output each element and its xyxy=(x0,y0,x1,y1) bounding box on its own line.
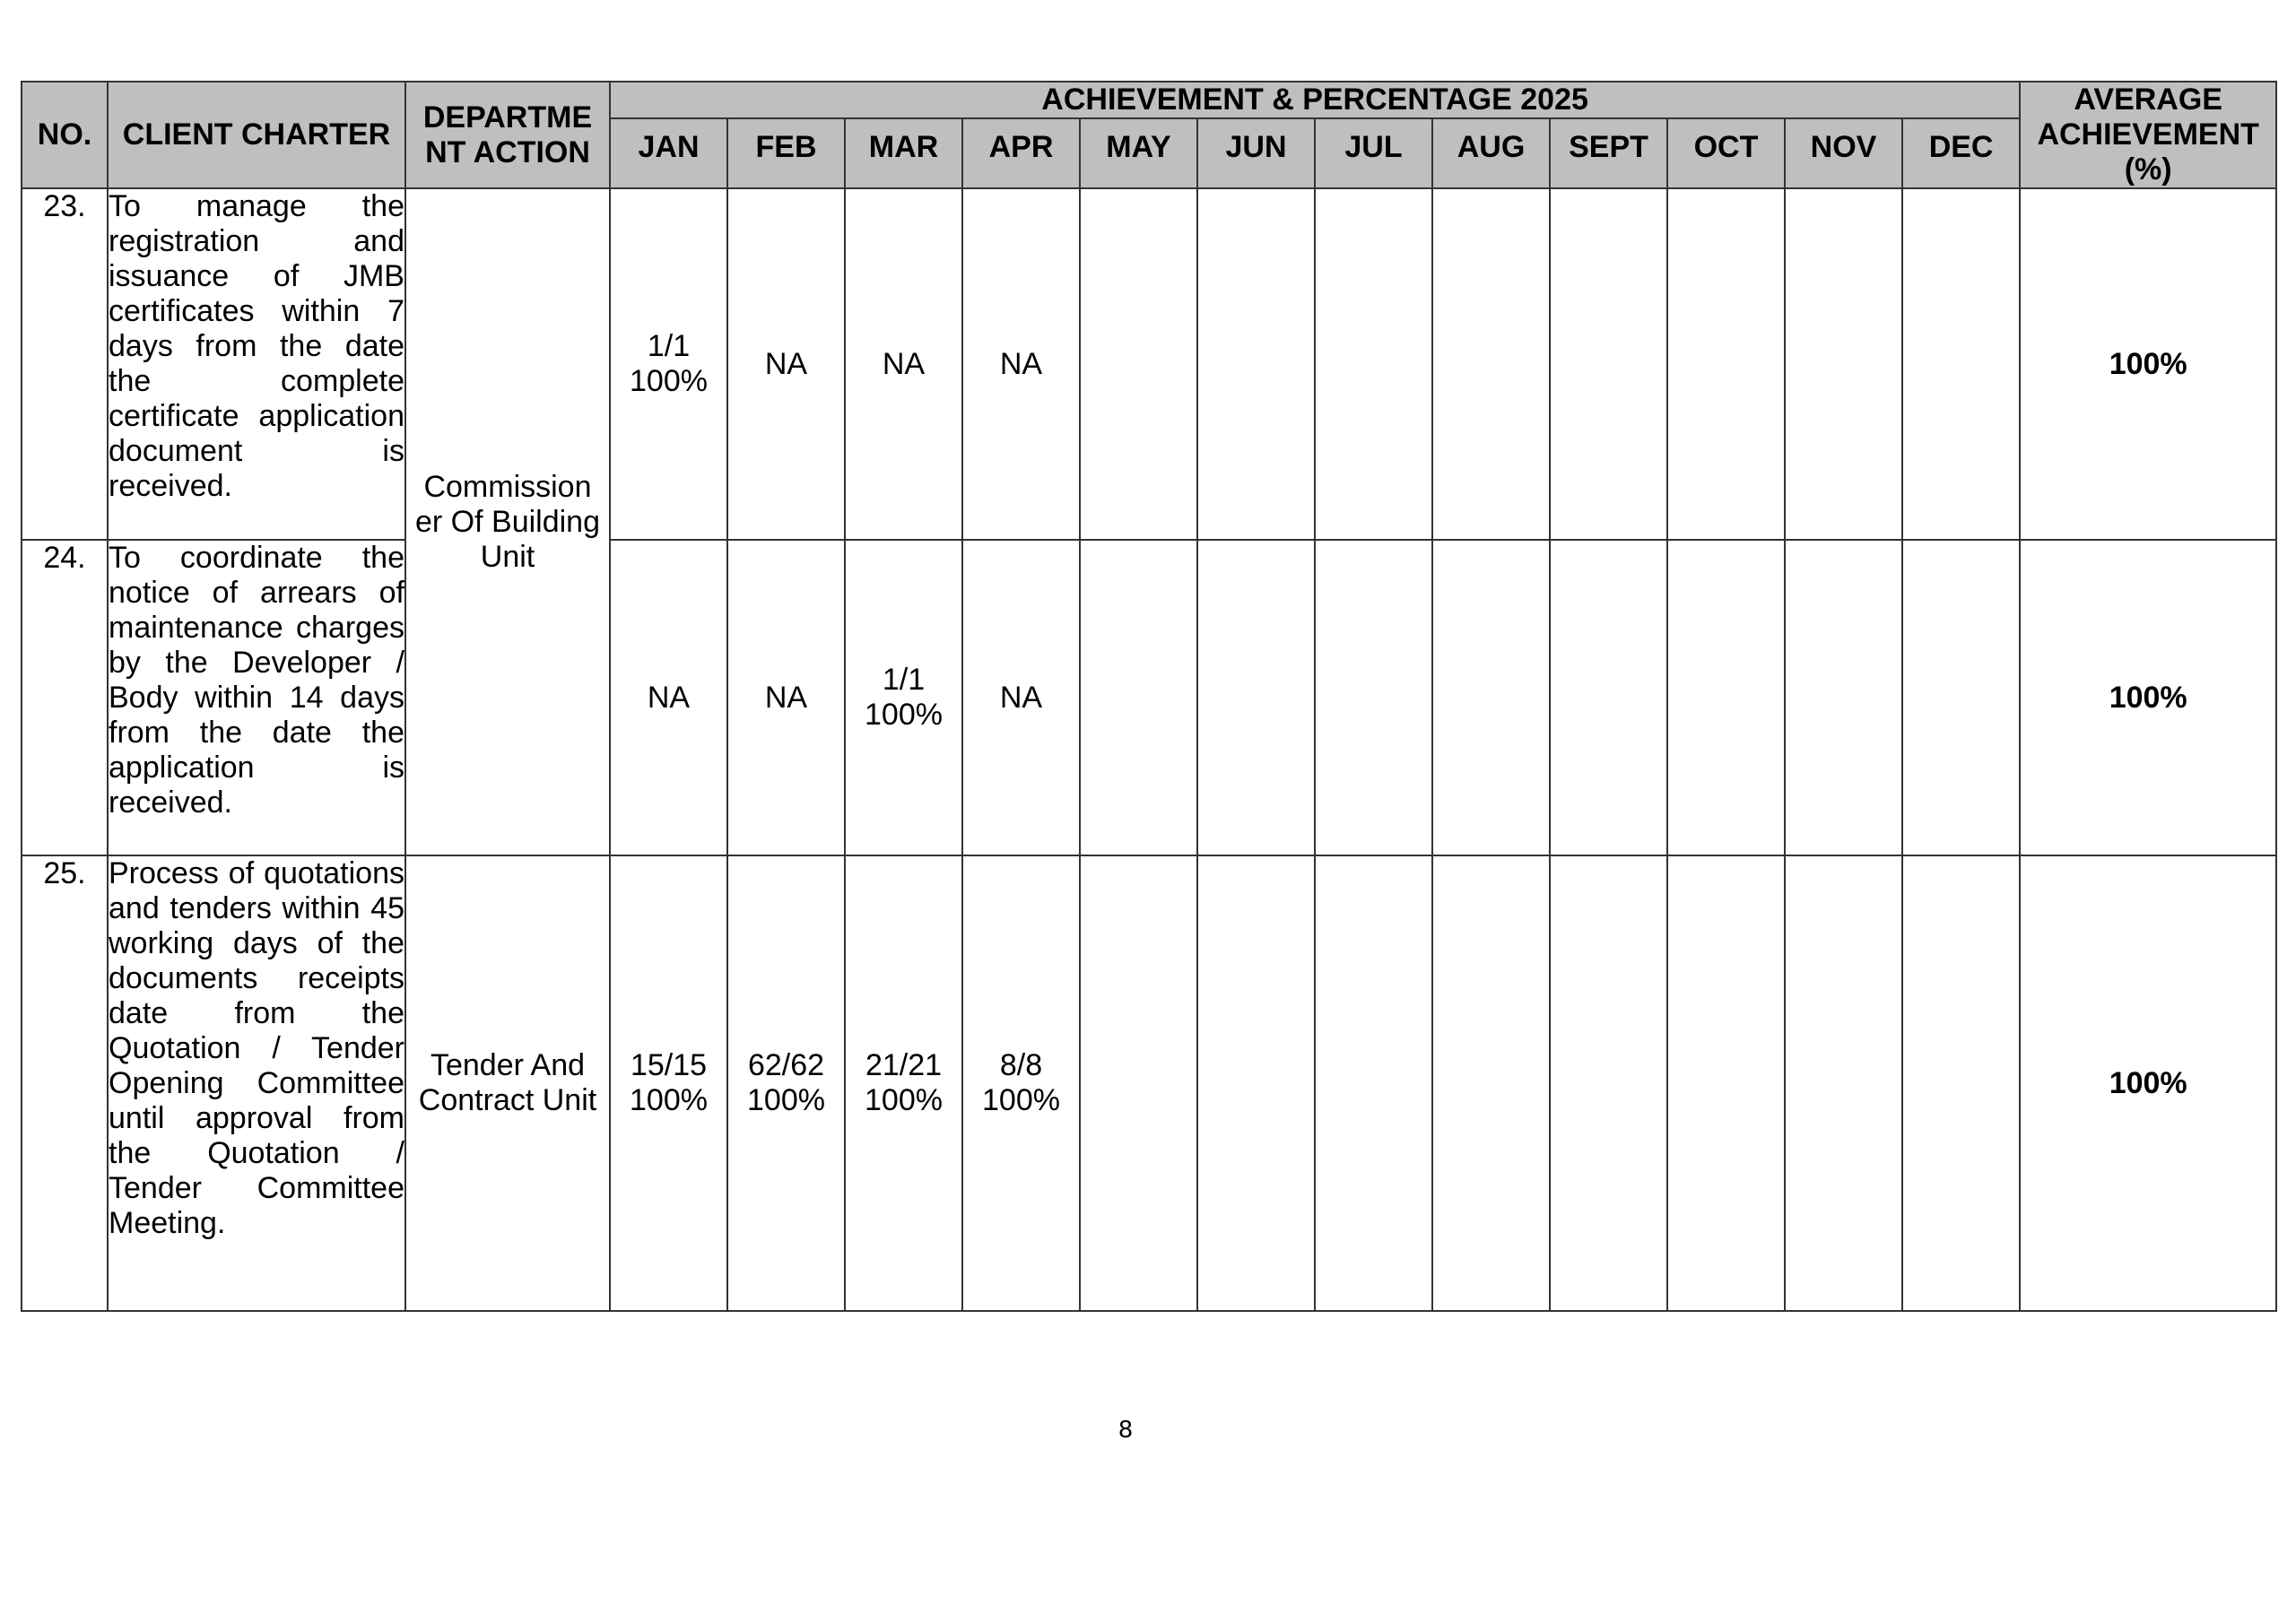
achievement-value: 15/15 xyxy=(630,1048,708,1082)
header-client-charter: CLIENT CHARTER xyxy=(108,82,405,188)
header-month xyxy=(1785,118,1902,188)
achievement-percentage: 100% xyxy=(982,1083,1060,1117)
month-value-cell xyxy=(1315,188,1432,540)
client-charter-text: To manage the registration and issuance of JMB certificates within 7 days from the date the complete certificate application document is received. xyxy=(108,188,405,540)
month-value-cell xyxy=(1550,540,1667,855)
header-month xyxy=(1315,118,1432,188)
achievement-value: 8/8 xyxy=(999,1048,1043,1082)
header-month-label: SEPT xyxy=(1569,129,1648,164)
header-month xyxy=(1667,118,1785,188)
average-achievement-cell: 100% xyxy=(2020,855,2276,1311)
table-row xyxy=(22,540,2276,855)
month-value-cell xyxy=(845,540,962,855)
department-action-cell: Tender And Contract Unit xyxy=(405,855,610,1311)
month-value-cell xyxy=(1432,855,1550,1311)
header-month-label: APR xyxy=(988,129,1054,164)
month-value-cell xyxy=(1667,188,1785,540)
table-body xyxy=(22,188,2276,1311)
month-value-cell xyxy=(1432,188,1550,540)
header-average-achievement: AVERAGE ACHIEVEMENT (%) xyxy=(2020,82,2276,188)
achievement-value: NA xyxy=(999,680,1043,715)
month-value-cell xyxy=(610,855,727,1311)
month-value-cell xyxy=(1902,855,2020,1311)
month-value-cell xyxy=(610,188,727,540)
achievement-value: NA xyxy=(647,680,691,715)
header-month xyxy=(1080,118,1197,188)
month-value-cell xyxy=(1080,188,1197,540)
month-value-cell xyxy=(845,855,962,1311)
month-value-cell xyxy=(1197,855,1315,1311)
header-no: NO. xyxy=(22,82,108,188)
month-value-cell xyxy=(962,540,1080,855)
header-month-label: AUG xyxy=(1457,129,1526,164)
month-value-cell xyxy=(727,188,845,540)
header-month xyxy=(1550,118,1667,188)
month-value-cell xyxy=(727,855,845,1311)
row-number: 24. xyxy=(22,540,108,855)
achievement-percentage: 100% xyxy=(865,698,943,732)
month-value-cell xyxy=(610,540,727,855)
month-value-cell xyxy=(1315,855,1432,1311)
header-month xyxy=(845,118,962,188)
average-achievement-cell: 100% xyxy=(2020,540,2276,855)
achievement-value: NA xyxy=(882,346,926,381)
month-value-cell xyxy=(962,188,1080,540)
month-value-cell xyxy=(1667,540,1785,855)
month-value-cell xyxy=(1667,855,1785,1311)
month-value-cell xyxy=(1197,188,1315,540)
header-department-action: DEPARTME NT ACTION xyxy=(405,82,610,188)
header-month-label: JAN xyxy=(638,129,700,164)
header-month xyxy=(610,118,727,188)
achievement-value: 1/1 xyxy=(882,663,926,697)
month-value-cell xyxy=(1785,855,1902,1311)
month-value-cell xyxy=(1902,540,2020,855)
month-value-cell xyxy=(727,540,845,855)
row-number: 25. xyxy=(22,855,108,1311)
month-value-cell xyxy=(1902,188,2020,540)
achievement-value: NA xyxy=(764,346,808,381)
table-row xyxy=(22,188,2276,540)
month-value-cell xyxy=(1550,855,1667,1311)
month-value-cell xyxy=(1080,855,1197,1311)
average-achievement-cell: 100% xyxy=(2020,188,2276,540)
row-number: 23. xyxy=(22,188,108,540)
month-value-cell xyxy=(1785,188,1902,540)
achievement-value: 62/62 xyxy=(747,1048,825,1082)
header-month-label: NOV xyxy=(1810,129,1877,164)
header-month-label: JUL xyxy=(1344,129,1403,164)
header-month-label: MAR xyxy=(868,129,939,164)
achievement-percentage: 100% xyxy=(630,1083,708,1117)
client-charter-table xyxy=(21,81,2277,1312)
header-month xyxy=(1432,118,1550,188)
table-header xyxy=(22,82,2276,188)
month-value-cell xyxy=(1315,540,1432,855)
achievement-value: NA xyxy=(764,680,808,715)
header-month-label: JUN xyxy=(1225,129,1287,164)
header-month xyxy=(1197,118,1315,188)
achievement-value: 21/21 xyxy=(865,1048,943,1082)
header-month xyxy=(962,118,1080,188)
header-achievement-group: ACHIEVEMENT & PERCENTAGE 2025 xyxy=(610,82,2020,118)
month-value-cell xyxy=(1550,188,1667,540)
client-charter-text: To coordinate the notice of arrears of maintenance charges by the Developer / Body within 14 days from the date the application is received. xyxy=(108,540,405,855)
department-action-cell: Commission er Of Building Unit xyxy=(405,188,610,855)
header-month-label: DEC xyxy=(1928,129,1994,164)
month-value-cell xyxy=(962,855,1080,1311)
client-charter-text: Process of quotations and tenders within 45 working days of the documents receipts date from the Quotation / Tender Opening Committee until approval from the Quotation / Tender Committee Meeting. xyxy=(108,855,405,1311)
page-number: 8 xyxy=(1118,1417,1134,1444)
month-value-cell xyxy=(845,188,962,540)
month-value-cell xyxy=(1785,540,1902,855)
month-value-cell xyxy=(1197,540,1315,855)
table-row xyxy=(22,855,2276,1311)
month-value-cell xyxy=(1080,540,1197,855)
achievement-percentage: 100% xyxy=(630,364,708,398)
header-month-label: OCT xyxy=(1693,129,1759,164)
achievement-value: NA xyxy=(999,346,1043,381)
header-month xyxy=(1902,118,2020,188)
achievement-percentage: 100% xyxy=(747,1083,825,1117)
header-month-label: MAY xyxy=(1106,129,1171,164)
month-value-cell xyxy=(1432,540,1550,855)
achievement-value: 1/1 xyxy=(647,329,691,363)
header-month xyxy=(727,118,845,188)
achievement-percentage: 100% xyxy=(865,1083,943,1117)
header-month-label: FEB xyxy=(755,129,817,164)
